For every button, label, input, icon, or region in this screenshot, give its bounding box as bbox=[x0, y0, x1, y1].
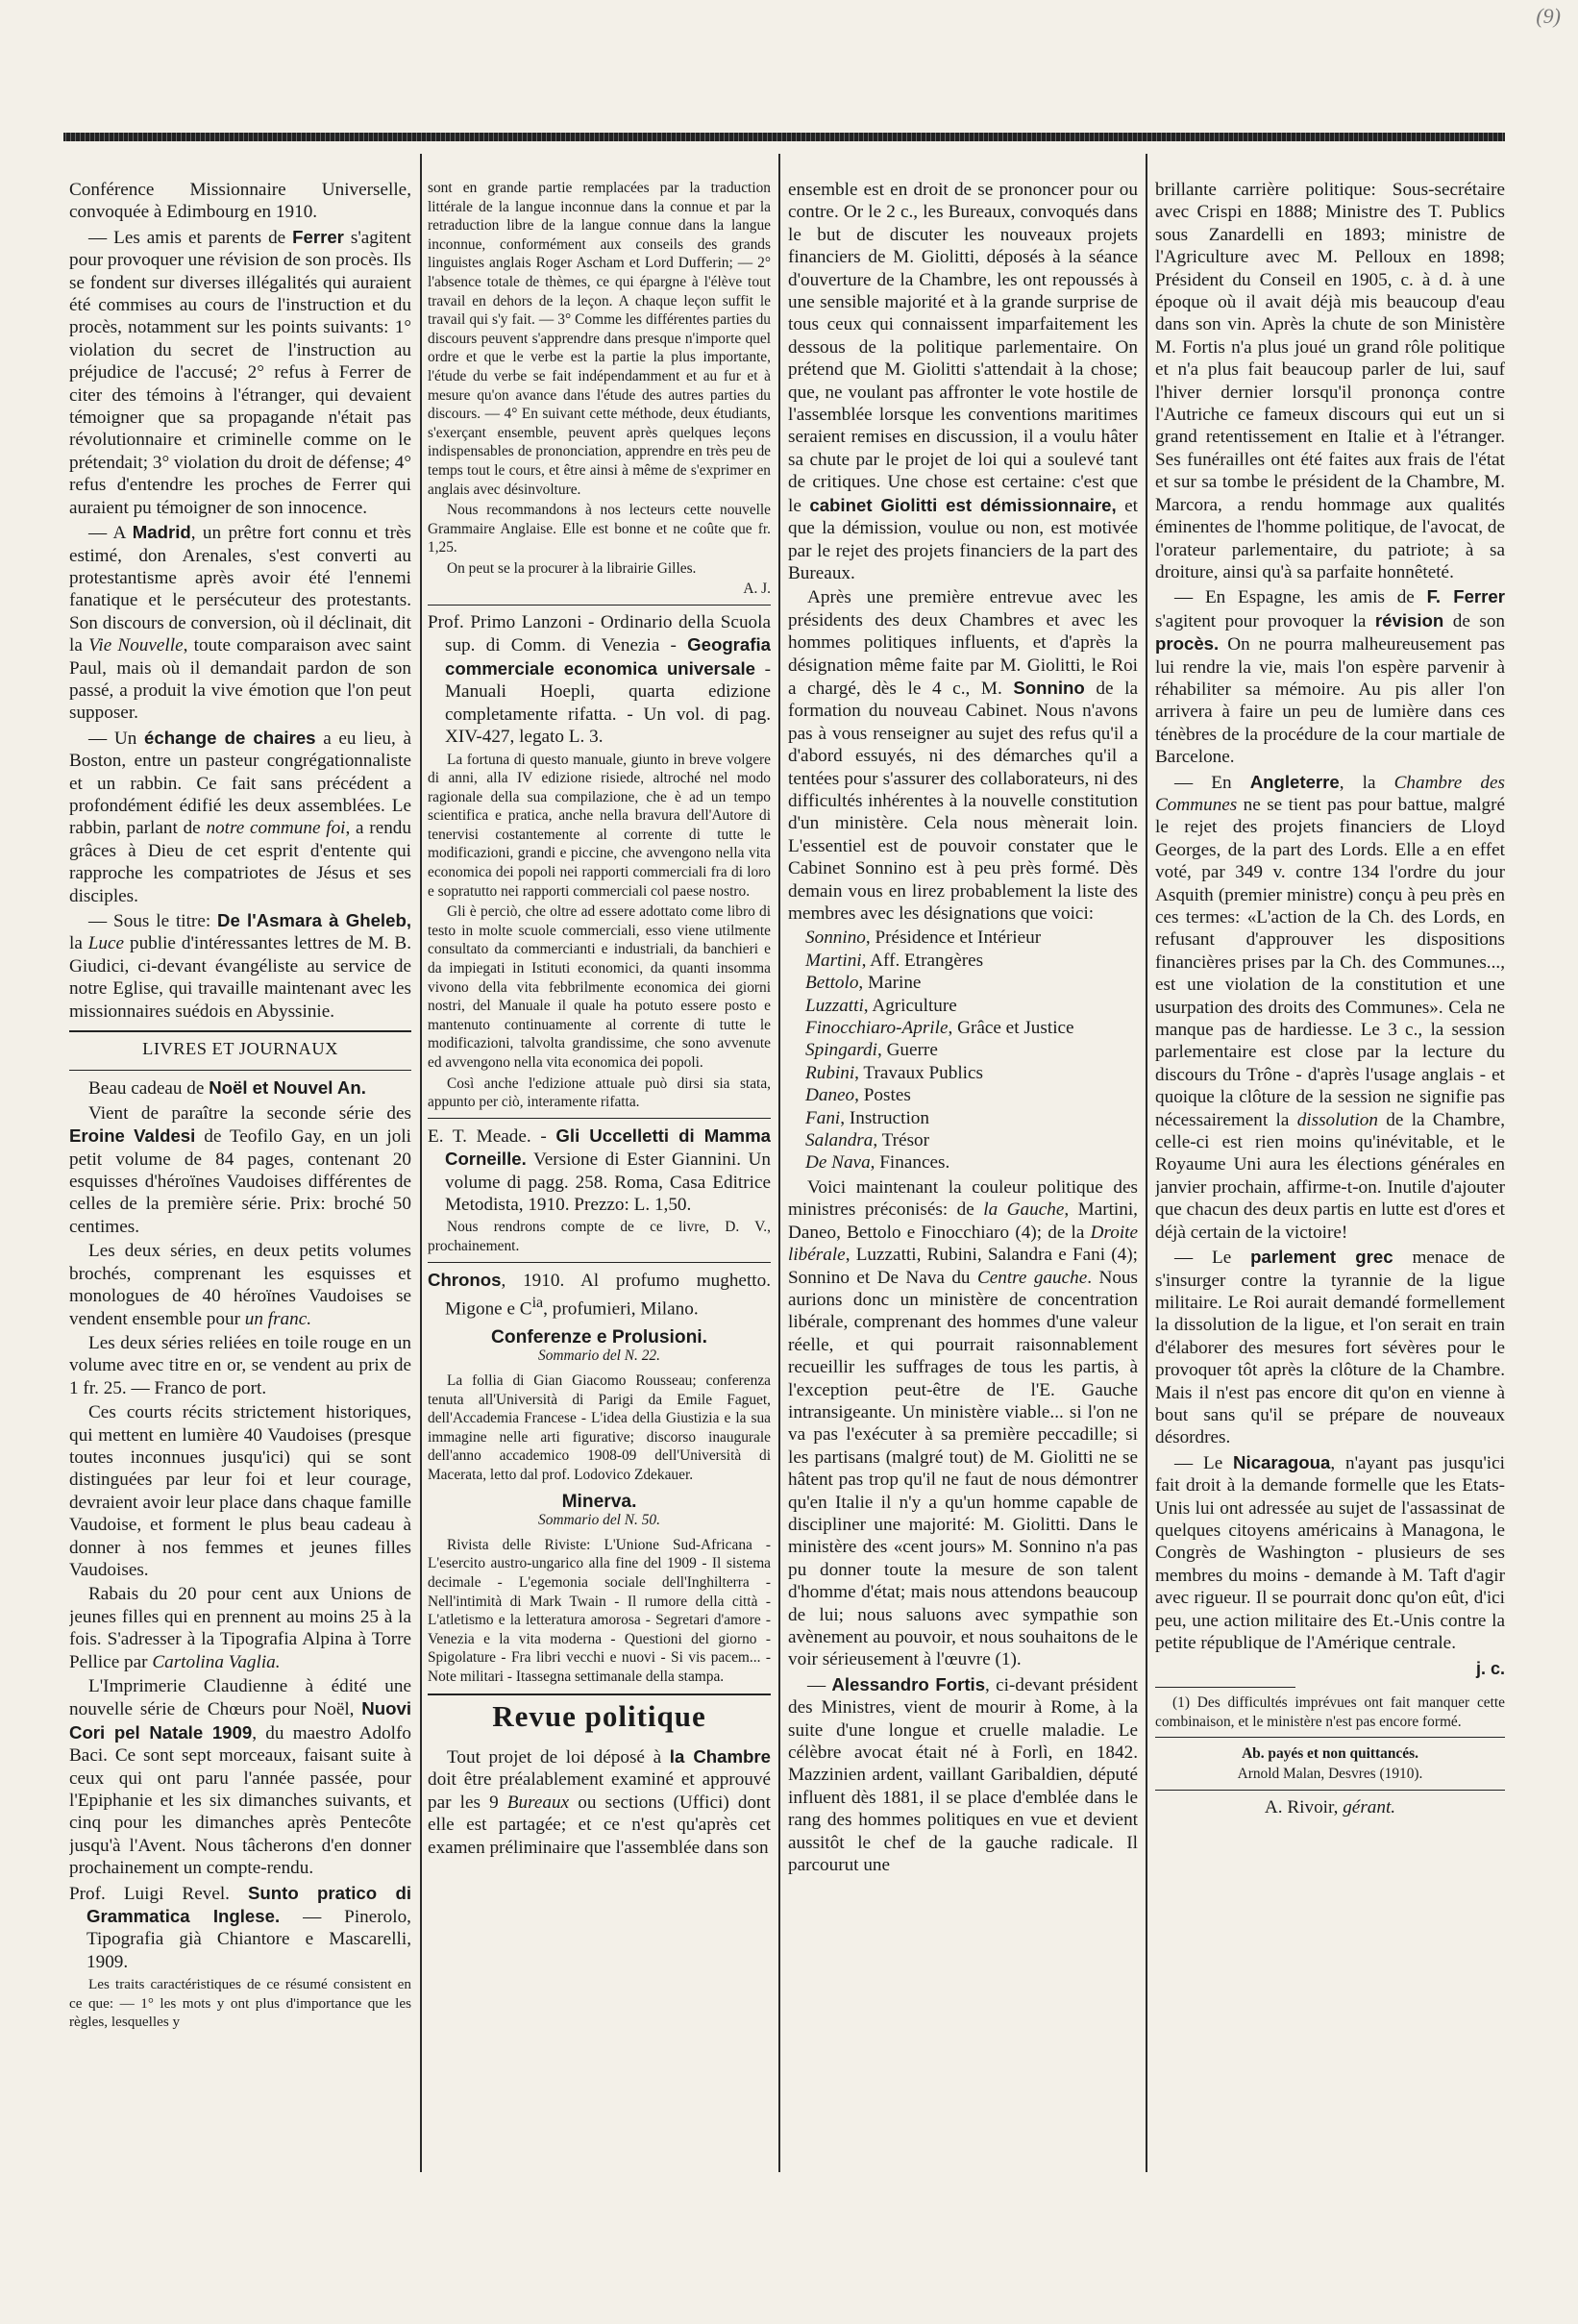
revue-couleur: Voici maintenant la couleur politique des ministres préconisés: de la Gauche, Martini, Daneo, Bettolo e Finocchiaro (4); de la Droite libérale, Luzzatti, Rubini, Salandra e Fani (4); Sonnino et De Nava du Centre gauche. Nous aurions donc un ministère de concentration libérale, comprenant des hommes d'une valeur réelle, et qui pourrait raisonnablement recueillir les suffrages de tous les partis, à l'exception peut-être de l'E. Gauche intransigeante. Un ministère viable... si l'on ne va pas l'exécuter à sa première peccadille; si les partisans (malgré tout) de M. Giolitti ne se hâtent pas trop qu'il ne faut de nous démontrer qu'en Italie il n'y a qu'un homme capable de discipliner une majorité: M. Giolitti. Dans le ministère des «cent jours» M. Sonnino n'a pas pu donner toute la mesure de son talent d'homme d'état; mais nous attendons beaucoup de lui; nous saluons avec sympathie son avènement au pouvoir, et nous souhaitons de le voir sérieusement à l'œuvre (1). bbox=[788, 1176, 1138, 1670]
section-divider bbox=[1155, 1737, 1505, 1738]
heading-minerva: Minerva. bbox=[561, 1491, 637, 1512]
sommario-50: Sommario del N. 50. bbox=[538, 1512, 660, 1529]
article-madrid: — A Madrid, un prêtre fort connu et très estimé, don Arenales, s'est converti au protestantisme après avoir été l'ennemi fanatique et le persécuteur des protestants. Son discours de conversion, où il déclinait, dit la Vie Nouvelle, toute comparaison avec saint Paul, mais où il demandait pardon de son passé, a produit la vive émotion que l'on peut supposer. bbox=[69, 522, 411, 724]
footnote-divider bbox=[1155, 1687, 1295, 1688]
section-divider bbox=[428, 1118, 771, 1119]
revue-intro: Tout projet de loi déposé à la Chambre doit être préalablement examiné et approuvé par les 9 Bureaux ou sections (Uffici) dont elle est partagée; et ce n'est qu'après cet examen préliminaire que l'assemblée dans son bbox=[428, 1746, 771, 1858]
list-item: Luzzatti, Agriculture bbox=[805, 995, 957, 1016]
review-meade: E. T. Meade. - Gli Uccelletti di Mamma Corneille. Versione di Ester Giannini. Un volume di pagg. 258. Roma, Casa Editrice Metodista, 1910. Prezzo: L. 1,50. bbox=[428, 1125, 771, 1215]
section-divider bbox=[69, 1070, 411, 1071]
article-ferrer: — Les amis et parents de Ferrer s'agitent pour provoquer une révision de son procès. Ils se fondent sur diverses illégalités qui auraient été commises au cours de l'instruction et du procès, notamment sur les points suivants: 1° violation du secret de l'instruction au préjudice de l'accusé; 2° refus à Ferrer de citer des témoins à l'étranger, qui devaient témoigner que sa propagande n'était pas révolutionnaire et criminelle comme on le prétendait; 3° violation du droit de défense; 4° refus d'entendre les proches de Ferrer qui auraient pu témoigner de son innocence. bbox=[69, 226, 411, 518]
column-separator bbox=[1146, 154, 1147, 2172]
review-revel: Prof. Luigi Revel. Sunto pratico di Grammatica Inglese. — Pinerolo, Tipografia già Chiantore e Mascarelli, 1909. bbox=[69, 1882, 411, 1972]
ad-series: Les deux séries, en deux petits volumes brochés, comprenant les esquisses et monologues de 40 héroïnes Vaudoises se vendent ensemble pour un franc. bbox=[69, 1241, 411, 1329]
ad-eroine: Vient de paraître la seconde série des Eroine Valdesi de Teofilo Gay, en un joli petit volume de 84 pages, contenant 20 esquisses d'héroïnes Vaudoises différentes de celles de la première série. Prix: broché 50 centimes. bbox=[69, 1102, 411, 1237]
article-paragraph: Conférence Missionnaire Universelle, convoquée à Edimbourg en 1910. bbox=[69, 180, 411, 223]
top-rule bbox=[63, 133, 1505, 141]
column-separator bbox=[778, 154, 780, 2172]
list-item: Spingardi, Guerre bbox=[805, 1040, 938, 1061]
sommario-50-text: Rivista delle Riviste: L'Unione Sud-Africana - L'esercito austro-ungarico alla fine del 1909 - Il sistema decimale - L'egemonia sociale dell'Inghilterra - Nell'intimità di Mark Twain - Il rumore della città - L'atletismo e la letteratura amorosa - Segretari d'amore - Venezia e la vita moderna - Questioni del giorno - Spigolature - Fra libri vecchi e nuovi - Si vis pacem... - Note militari - Itassegna settimanale della stampa. bbox=[428, 1536, 771, 1685]
review-revel-gilles: On peut se la procurer à la librairie Gilles. bbox=[447, 559, 697, 577]
list-item: De Nava, Finances. bbox=[805, 1152, 950, 1174]
heading-conferenze: Conferenze e Prolusioni. bbox=[491, 1326, 707, 1347]
revue-grec: — Le parlement grec menace de s'insurger contre la tyrannie de la ligue militaire. Le Roi aurait demandé formellement la dissolution de la ligue, et l'on serait en train d'élaborer des mesures fort sévères pour le provoquer tôt après la clôture de la Chambre. Mais il n'est pas encore dit qu'on en vienne à bout sans qu'il se prépare de nouveaux désordres. bbox=[1155, 1247, 1505, 1448]
heading-revue-politique: Revue politique bbox=[492, 1699, 706, 1734]
list-item: Finocchiaro-Aprile, Grâce et Justice bbox=[805, 1018, 1074, 1039]
review-revel-reco: Nous recommandons à nos lecteurs cette nouvelle Grammaire Anglaise. Elle est bonne et ne coûte que fr. 1,25. bbox=[428, 502, 771, 556]
page-folio: (9) bbox=[1536, 4, 1561, 28]
ad-rabais: Rabais du 20 pour cent aux Unions de jeunes filles qui en prennent au moins 25 à la fois. S'adresser à la Tipografia Alpina à Torre Pellice par Cartolina Vaglia. bbox=[69, 1584, 411, 1672]
ad-reliees: Les deux séries reliées en toile rouge en un volume avec titre en or, se vendent au prix de 1 fr. 25. — Franco de port. bbox=[69, 1332, 411, 1398]
subscriber-entry: Arnold Malan, Desvres (1910). bbox=[1237, 1766, 1423, 1783]
subscriptions-heading: Ab. payés et non quittancés. bbox=[1242, 1745, 1418, 1763]
review-lanzoni: Prof. Primo Lanzoni - Ordinario della Scuola sup. di Comm. di Venezia - Geografia commerciale economica universale - Manuali Hoepli, quarta edizione completamente rifatta. - Un vol. di pag. XIV-427, legato L. 3. bbox=[428, 612, 771, 748]
minister-list bbox=[805, 927, 1138, 1174]
article-boston: — Un échange de chaires a eu lieu, à Boston, entre un pasteur congrégationnaliste et un rabbin. Ce fait sans précédent a profondément édifié les deux assemblées. Le rabbin, parlant de notre commune foi, a rendu grâces à Dieu de cet esprit d'entente qui rapproche les compatriotes de Jésus et ses disciples. bbox=[69, 727, 411, 906]
column-1 bbox=[69, 179, 411, 2303]
signature-jc: j. c. bbox=[1475, 1659, 1505, 1679]
review-lanzoni-text3: Così anche l'edizione attuale può dirsi sia stata, appunto per ciò, interamente rifatta. bbox=[428, 1075, 771, 1111]
section-heading-livres: LIVRES ET JOURNAUX bbox=[142, 1039, 338, 1059]
ad-recits: Ces courts récits strictement historiques, qui mettent en lumière 40 Vaudoises (presque toutes inconnues jusqu'ici) qui se sont distinguées par leur foi et leur courage, devraient avoir leur place dans chaque famille Vaudoise, et forment le plus beau cadeau à donner à nos femmes et jeunes filles Vaudoises. bbox=[69, 1402, 411, 1580]
column-4 bbox=[1155, 179, 1505, 2303]
gerant-line: A. Rivoir, gérant. bbox=[1264, 1797, 1396, 1818]
review-cori: L'Imprimerie Claudienne à édité une nouvelle série de Chœurs pour Noël, Nuovi Cori pel Natale 1909, du maestro Adolfo Baci. Ce sont sept morceaux, faisant suite à ceux qui ont paru l'année passée, pour l'Epiphanie et les six dimanches suivants, et cinq pour les dimanches après Pentecôte jusqu'à l'Avent. Nous tâcherons d'en donner prochainement un compte-rendu. bbox=[69, 1676, 411, 1879]
list-item: Bettolo, Marine bbox=[805, 973, 922, 994]
revue-giolitti: ensemble est en droit de se prononcer pour ou contre. Or le 2 c., les Bureaux, convoqués dans le but de discuter les nouveaux projets financiers de M. Giolitti, déposés à la séance d'ouverture de la Chambre, les ont repoussés à une sensible majorité et à la grande surprise de tous ceux qui connaissent imparfaitement les dessous de la politique parlementaire. On prétend que M. Giolitti s'attendait à la chose; que, ne voulant pas affronter le vote hostile de l'assemblée lorsque les conventions maritimes seraient remises en discussion, il a voulu hâter sa chute par le projet de loi qui a soulevé tant de critiques. Une chose est certaine: c'est que le cabinet Giolitti est démissionnaire, et que la démission, voulue ou non, est motivée par le rejet des projets financiers de la part des Bureaux. bbox=[788, 180, 1138, 583]
section-divider bbox=[1155, 1790, 1505, 1791]
footnote: (1) Des difficultés imprévues ont fait manquer cette combinaison, et le ministère n'est pas encore formé. bbox=[1155, 1694, 1505, 1730]
section-divider bbox=[428, 605, 771, 606]
section-divider bbox=[428, 1262, 771, 1263]
sommario-22: Sommario del N. 22. bbox=[538, 1347, 660, 1365]
article-asmara: — Sous le titre: De l'Asmara à Gheleb, la Luce publie d'intéressantes lettres de M. B. Giudici, ci-devant évangéliste au service de notre Eglise, qui travaille maintenant avec les missionnaires suédois en Abyssinie. bbox=[69, 910, 411, 1022]
list-item: Sonnino, Présidence et Intérieur bbox=[805, 927, 1042, 949]
column-separator bbox=[420, 154, 422, 2172]
list-item: Rubini, Travaux Publics bbox=[805, 1062, 983, 1083]
revue-espagne: — En Espagne, les amis de F. Ferrer s'agitent pour provoquer la révision de son procès. On ne pourra malheureusement pas lui rendre la vie, mais l'on espère parvenir à réhabiliter sa mémoire. Au pis aller l'on arrivera à faire un peu de lumière dans ces ténèbres de la procédure de la cour martiale de Barcelone. bbox=[1155, 586, 1505, 768]
ad-noel: Beau cadeau de Noël et Nouvel An. bbox=[88, 1077, 366, 1100]
section-divider bbox=[428, 1694, 771, 1695]
signature-aj: A. J. bbox=[743, 581, 771, 598]
section-divider bbox=[69, 1030, 411, 1032]
revue-angleterre: — En Angleterre, la Chambre des Communes ne se tient pas pour battue, malgré le rejet des projets financiers de Lloyd Georges, de la part des Lords. Elle a en effet voté, par 349 v. contre 134 l'ordre du jour Asquith (premier ministre) conçu à peu près en ces termes: «L'action de la Ch. des Lords, en refusant d'approuver les dispositions financières prises par la Ch. des Communes..., est une violation de la constitution et une usurpation des droits des Communes». Cela ne manque pas de hardiesse. Le 3 c., la session parlementaire est close par la lecture du discours du Trône - d'après l'usage anglais - et quoique la clôture de la session ne signifie pas nécessairement la dissolution de la Chambre, celle-ci est rien moins qu'inévitable, et le Royaume Uni aura les élections générales en janvier prochain, affirme-t-on. Inutile d'ajouter que chacun des deux partis en lutte est d'ores et déjà certain de la victoire! bbox=[1155, 771, 1505, 1243]
revue-fortis-cont: brillante carrière politique: Sous-secrétaire avec Crispi en 1888; Ministre des T. Publics sous Zanardelli en 1893; ministre de l'Agriculture avec M. Pelloux en 1898; Président du Conseil en 1905, c. à d. à une époque où il avait déjà mis beaucoup d'eau dans son vin. Après la chute de son Ministère M. Fortis n'a plus joué un grand rôle politique et n'a plus fait beaucoup parler de lui, sauf l'hiver dernier lorsqu'il prononça contre l'Autriche ce fameux discours qui eut un si grand retentissement en Italie et à l'étranger. Ses funérailles ont été faites aux frais de l'état et sur sa tombe le président de la Chambre, M. Marcora, a rendu hommage aux qualités éminentes de l'homme politique, de l'avocat, de l'orateur parlementaire, du patriote; à sa droiture, ainsi qu'à sa parfaite honnêteté. bbox=[1155, 180, 1505, 582]
revue-sonnino: Après une première entrevue avec les présidents des deux Chambres et avec les hommes politiques influents, et d'après la désignation même faite par M. Giolitti, le Roi a chargé, dès le 4 c., M. Sonnino de la formation du nouveau Cabinet. Nous n'avons pas à vous renseigner au sujet des refus qu'il a d'abord essuyés, ni des démarches qu'il a tentées pour s'assurer des collaborateurs, ni des difficultés inhérentes à la nouvelle constitution d'un ministère. Cela nous mènerait loin. L'essentiel est de pouvoir constater que le Cabinet Sonnino est à peu près formé. Dès demain vous en lirez probablement la liste des membres avec les désignations que voici: bbox=[788, 587, 1138, 924]
list-item: Daneo, Postes bbox=[805, 1085, 911, 1106]
review-revel-detail: Les traits caractéristiques de ce résumé consistent en ce que: — 1° les mots y ont plus d'importance que les règles, lesquelles y bbox=[69, 1976, 411, 2031]
ad-chronos: Chronos, 1910. Al profumo mughetto. Migone e $C^{ia}$, profumieri, Milano. bbox=[428, 1269, 771, 1320]
review-meade-note: Nous rendrons compte de ce livre, D. V., prochainement. bbox=[428, 1219, 771, 1254]
revue-fortis: — Alessandro Fortis, ci-devant président des Ministres, vient de mourir à Rome, à la suite d'une longue et cruelle maladie. Le célèbre avocat était né à Forlì, en 1842. Mazzinien ardent, vaillant Garibaldien, député influent dès 1881, il se place d'emblée dans le rang des hommes politiques en vue et devient aussitôt le chef de la gauche radicale. Il parcourut une bbox=[788, 1673, 1138, 1876]
list-item: Salandra, Trésor bbox=[805, 1130, 930, 1151]
review-revel-cont: sont en grande partie remplacées par la traduction littérale de la langue inconnue dans la connue et par la retraduction libre de la langue connue dans la langue inconnue, conformément aux conseils des grands linguistes anglais Roger Ascham et Lord Dufferin; — 2° l'absence totale de thèmes, ce qui épargne à l'élève tout travail en dehors de la leçon. A chaque leçon suffit le travail qui s'y fait. — 3° Comme les différentes parties du discours peuvent s'apprendre dans presque n'importe quel ordre et que le verbe est la partie la plus importante, l'étude du verbe se fait indépendamment et au fur et à mesure qu'on avance dans l'étude des autres parties du discours. — 4° En suivant cette méthode, deux étudiants, s'exerçant ensemble, peuvent après quelques leçons indispensables de prononciation, apprendre en très peu de temps tout le cours, et être ainsi à même de s'exprimer en anglais avec désinvolture. bbox=[428, 180, 771, 498]
revue-nicaragoua: — Le Nicaragoua, n'ayant pas jusqu'ici fait droit à la demande formelle que les Etats-Unis lui ont adressée au sujet de l'assassinat de quelques citoyens américains à Managona, le Congrès de Washington - plusieurs de ses membres du moins - demande à M. Taft d'agir avec rigueur. Il se pourrait donc qu'on eût, d'ici peu, une action militaire des Et.-Unis contre la petite république de l'Amérique centrale. bbox=[1155, 1451, 1505, 1653]
sommario-22-text: La follia di Gian Giacomo Rousseau; conferenza tenuta all'Università di Parigi da Emile Faguet, dell'Accademia Francese - L'idea della Giustizia e la sua immagine nelle arti figurative; discorso inaugurale dell'anno accademico 1908-09 dell'Università di Macerata, letto dal prof. Lodovico Zdekauer. bbox=[428, 1372, 771, 1483]
review-lanzoni-text2: Gli è perciò, che oltre ad essere adottato come libro di testo in molte scuole commerciali, esso viene utilmente consultato da commercianti e industriali, da banchieri e da impiegati in Istituti economici, da quanti insomma vivono della vita febbrilmente economica dei giorni nostri, del Manuale il quale ha potuto essere posto e mantenuto continuamente al corrente di tutte le modificazioni, talvolta grandissime, che sono avvenute ed avvengono nella vita economica dei popoli. bbox=[428, 903, 771, 1071]
column-2 bbox=[428, 179, 771, 2303]
list-item: Martini, Aff. Etrangères bbox=[805, 950, 984, 971]
review-lanzoni-text: La fortuna di questo manuale, giunto in breve volgere di anni, alla IV edizione risiede, altroché nel modo ragionale della sua compilazione, che è ad un tempo scientifica e pratica, anche nella bravura dell'Autore di tenervisi costantemente al corrente di tutte le modificazioni, grandi e piccine, che avvengono nella vita economica dei popoli nei rapporti commerciali fra di loro e sopratutto nei rapporti commerciali col paese nostro. bbox=[428, 751, 771, 900]
column-3 bbox=[788, 179, 1138, 2303]
list-item: Fani, Instruction bbox=[805, 1107, 929, 1128]
